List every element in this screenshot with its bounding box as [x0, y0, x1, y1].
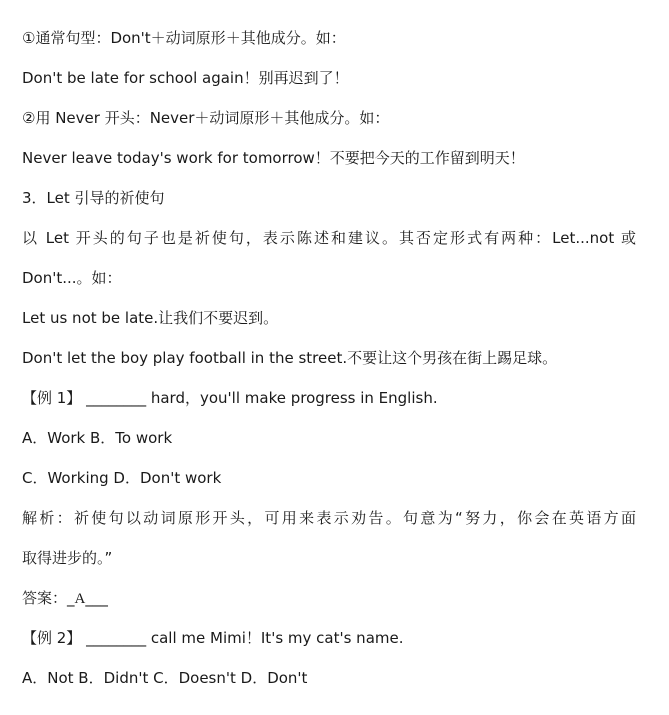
example-sentence: Never leave today's work for tomorrow！不要把今天的工作留到明天！: [22, 149, 525, 167]
answer-underline: ___: [85, 589, 108, 607]
explanation-paragraph: 以 Let 开头的句子也是祈使句，表示陈述和建议。其否定形式有两种：Let...not 或: [22, 229, 636, 247]
exercise-1-options-ab: A．Work B．To work: [22, 429, 173, 447]
section-heading-let: 3．Let 引导的祈使句: [22, 189, 165, 207]
rule-2-never-pattern: ②用 Never 开头：Never＋动词原形＋其他成分。如：: [22, 109, 390, 127]
analysis-text: 解析：祈使句以动词原形开头，可用来表示劝告。句意为“努力，你会在英语方面: [22, 509, 636, 527]
rule-1-usual-pattern: ①通常句型：Don't＋动词原形＋其他成分。如：: [22, 29, 346, 47]
example-sentence: Don't let the boy play football in the street.不要让这个男孩在街上踢足球。: [22, 349, 558, 367]
exercise-2-options: A．Not B．Didn't C．Doesn't D．Don't: [22, 669, 308, 687]
exercise-1-question: 【例 1】 ________ hard，you'll make progress in English.: [22, 389, 438, 407]
example-sentence: Let us not be late.让我们不要迟到。: [22, 309, 279, 327]
exercise-2-question: 【例 2】 ________ call me Mimi！It's my cat's name.: [22, 629, 404, 647]
analysis-continuation: 取得进步的。”: [22, 549, 113, 567]
answer-label: 答案：_: [22, 589, 75, 607]
explanation-continuation: Don't...。如：: [22, 269, 122, 287]
exercise-1-options-cd: C．Working D．Don't work: [22, 469, 222, 487]
example-sentence: Don't be late for school again！别再迟到了！: [22, 69, 349, 87]
answer-line: [22, 586, 108, 610]
answer-value: A: [74, 591, 86, 607]
